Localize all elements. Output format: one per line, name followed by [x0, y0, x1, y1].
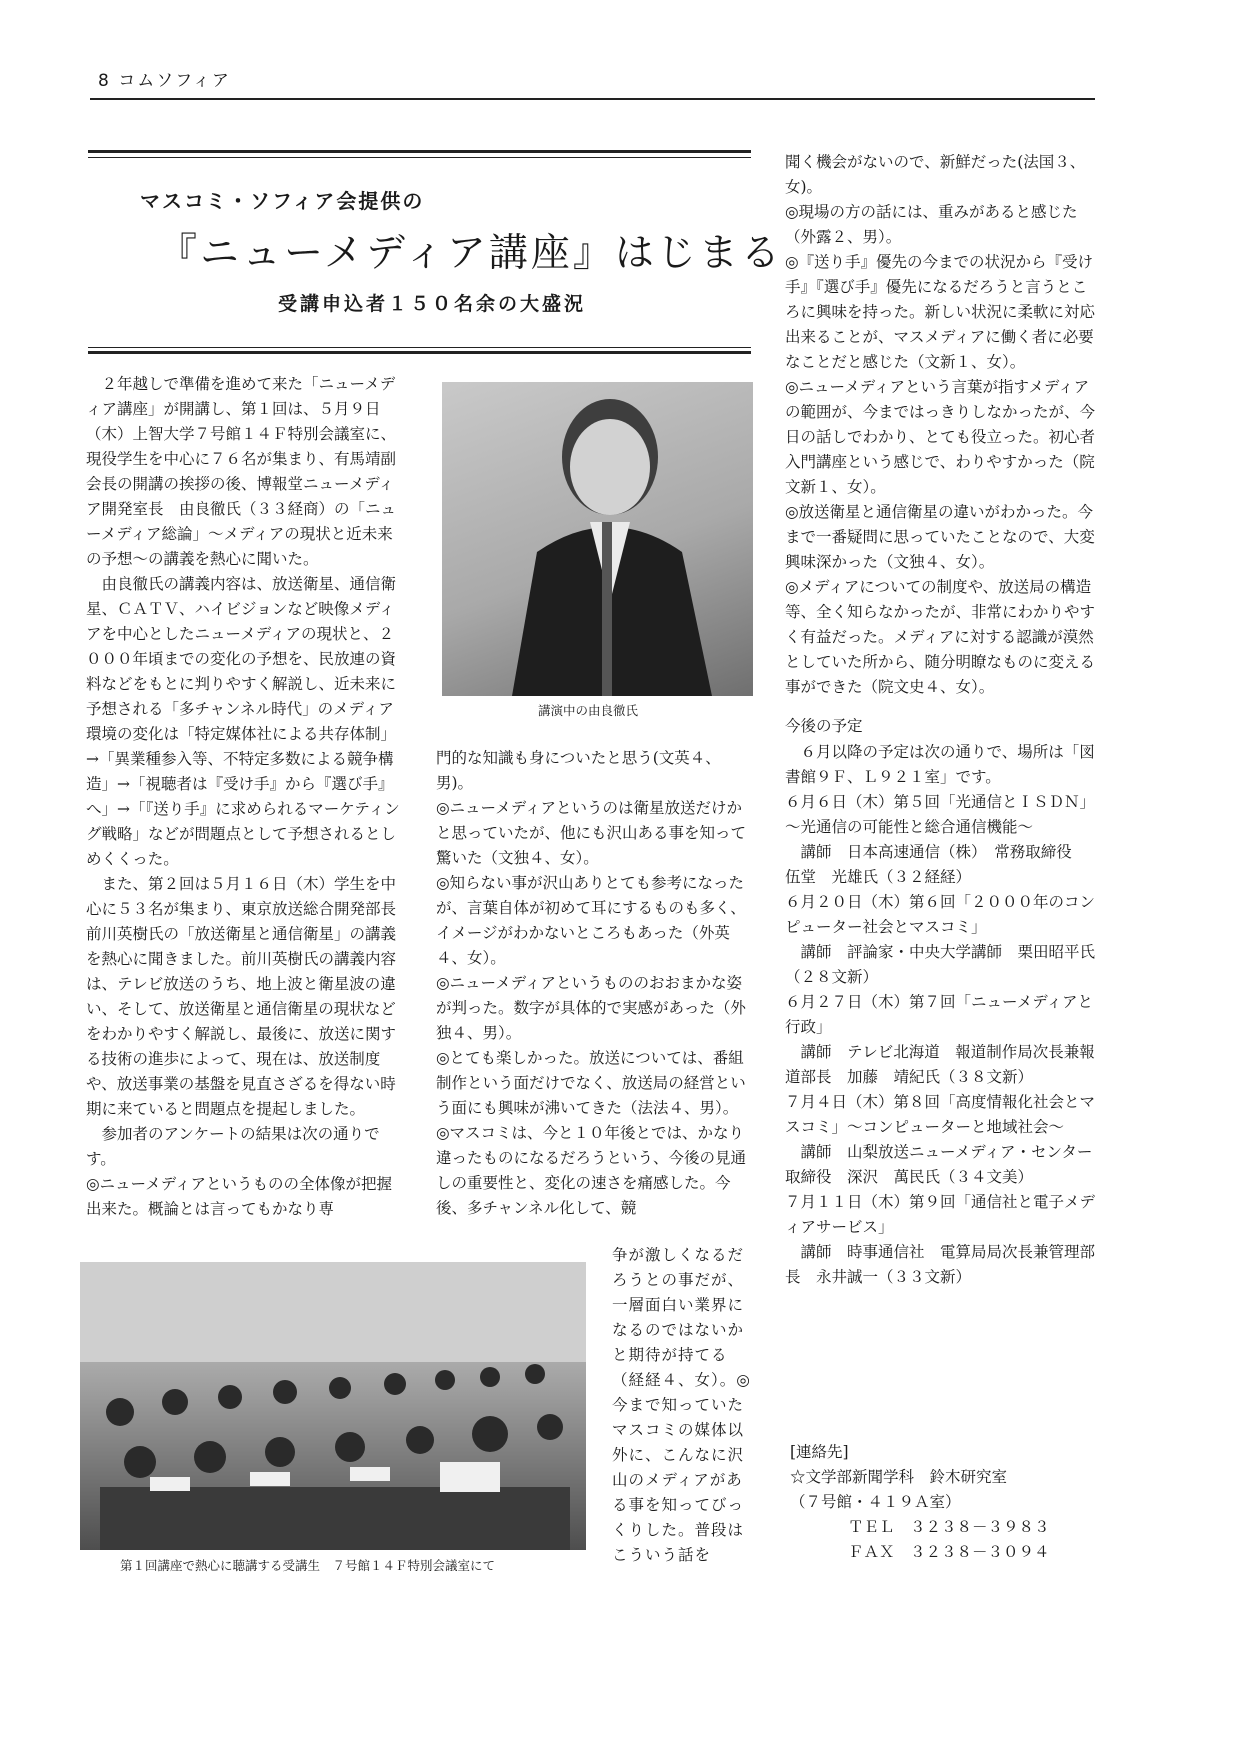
article-column-3: [785, 150, 1101, 1290]
schedule-lecturer: 講師 テレビ北海道 報道制作局次長兼報道部長 加藤 靖紀氏（３８文新）: [785, 1043, 1095, 1086]
title-rule-bottom: [88, 351, 751, 354]
header-rule: [90, 98, 1095, 100]
schedule-lecturer: 講師 山梨放送ニューメディア・センター取締役 深沢 萬民氏（３４文美）: [785, 1143, 1093, 1186]
schedule-intro: ６月以降の予定は次の通りで、場所は「図書館９Ｆ、Ｌ９２１室」です。: [785, 743, 1095, 786]
schedule-item: ７月４日（木）第８回「高度情報化社会とマスコミ」～コンピューターと地域社会～: [785, 1093, 1096, 1136]
survey-item: ◎知らない事が沢山ありとても参考になったが、言葉自体が初めて耳にするものも多く、イメージがわかないところもあった（外英４、女）。: [436, 874, 746, 967]
audience-photo-caption: 第１回講座で熱心に聴講する受講生 ７号館１４Ｆ特別会議室にて: [120, 1558, 496, 1573]
survey-item: ◎ニューメディアという言葉が指すメディアの範囲が、今まではっきりしなかったが、今日の話しでわかり、とても役立った。初心者入門講座という感じで、わりやすかった（院文新１、女）。: [785, 378, 1096, 496]
article-subhead: 受講申込者１５０名余の大盛況: [278, 293, 587, 315]
schedule-item: ６月６日（木）第５回「光通信とＩＳＤＮ」～光通信の可能性と総合通信機能～: [785, 793, 1096, 836]
speaker-photo-caption: 講演中の由良徹氏: [538, 703, 639, 718]
survey-item: ◎とても楽しかった。放送については、番組制作という面だけでなく、放送局の経営という面にも興味が沸いてきた（法法４、男）。: [436, 1049, 746, 1117]
schedule-item: ６月２７日（木）第７回「ニューメディアと行政」: [785, 993, 1093, 1036]
article-headline: 『ニューメディア講座』はじまる: [158, 231, 783, 276]
survey-item: ◎ニューメディアというものの全体像が把握出来た。概論とは言ってもかなり専: [86, 1175, 393, 1218]
schedule-lecturer: 講師 日本高速通信（株） 常務取締役 伍堂 光雄氏（３２経経）: [785, 843, 1088, 886]
article-column-2: [436, 746, 754, 1221]
survey-item: ◎マスコミは、今と１０年後とでは、かなり違ったものになるだろうという、今後の見通しの重要性と、変化の速さを痛感した。今後、多チャンネル化して、競: [436, 1124, 747, 1217]
contact-block: [790, 1440, 1090, 1565]
survey-item: ◎ニューメディアというのは衛星放送だけかと思っていたが、他にも沢山ある事を知って驚いた（文独４、女）。: [436, 799, 747, 867]
contact-room: （７号館・４１９Ａ室）: [790, 1493, 961, 1511]
schedule-lecturer: 講師 評論家・中央大学講師 栗田昭平氏（２８文新）: [785, 943, 1096, 986]
title-rule-top: [88, 150, 751, 153]
contact-office: ☆文学部新聞学科 鈴木研究室: [790, 1468, 1008, 1486]
paragraph: また、第２回は５月１６日（木）学生を中心に５３名が集まり、東京放送総合開発部長 前川英樹氏の「放送衛星と通信衛星」の講義を熱心に聞きました。前川英樹氏の講義内容は、テレビ放送のうち、地上波と衛星波の違い、そして、放送衛星と通信衛星の現状などをわかりやすく解説し、最後に、放送に関する技術の進歩によって、現在は、放送制度や、放送事業の基盤を見直さざるを得ない時期に来ていると問題点を提起しました。: [86, 875, 412, 1118]
contact-title: [連絡先]: [790, 1443, 849, 1461]
title-rule-top-thin: [88, 157, 751, 158]
paragraph: ２年越しで準備を進めて来た「ニューメディア講座」が開講し、第１回は、５月９日（木）上智大学７号館１４Ｆ特別会議室に、現役学生を中心に７６名が集まり、有馬靖副会長の開講の挨拶の後、博報堂ニューメディア開発室長 由良徹氏（３３経商）の「ニューメディア総論」～メディアの現状と近未来の予想～の講義を熱心に聞いた。: [86, 375, 397, 568]
article-column-2-continued: [612, 1243, 756, 1568]
survey-item: ◎現場の方の話には、重みがあると感じた（外露２、男）。: [785, 203, 1078, 246]
survey-item: ◎ニューメディアというもののおおまかな姿が判った。数字が具体的で実感があった（外独４、男）。: [436, 974, 746, 1042]
survey-item: ◎『送り手』優先の今までの状況から『受け手』『選び手』優先になるだろうと言うところに興味を持った。新しい状況に柔軟に対応出来ることが、マスメディアに働く者に必要なことだと感じた（文新１、女）。: [785, 253, 1096, 371]
survey-item: 争が激しくなるだろうとの事だが、一層面白い業界になるのではないかと期待が持てる（経経４、女）。◎今まで知っていたマスコミの媒体以外に、こんなに沢山のメディアがある事を知ってびっくりした。普段はこういう話を: [612, 1246, 751, 1564]
article-column-1: [86, 372, 412, 1222]
schedule-item: ６月２０日（木）第６回「２０００年のコンピューター社会とマスコミ」: [785, 893, 1096, 936]
schedule-item: ７月１１日（木）第９回「通信社と電子メディアサービス」: [785, 1193, 1096, 1236]
contact-fax: ＦＡＸ ３２３８－３０９４: [848, 1543, 1050, 1561]
paragraph: 参加者のアンケートの結果は次の通りです。: [86, 1125, 380, 1168]
article-kicker: マスコミ・ソフィア会提供の: [140, 189, 425, 213]
survey-item: ◎メディアについての制度や、放送局の構造等、全く知らなかったが、非常にわかりやすく有益だった。メディアに対する認識が漠然としていた所から、随分明瞭なものに変える事ができた（院文史４、女）。: [785, 578, 1096, 696]
paragraph: 由良徹氏の講義内容は、放送衛星、通信衛星、ＣＡＴＶ、ハイビジョンなど映像メディアを中心としたニューメディアの現状と、２０００年頃までの変化の予想を、民放連の資料などをもとに判りやすく解説し、近未来に予想される「多チャンネル時代」のメディア環境の変化は「特定媒体社による共存体制」→「異業種参入等、不特定多数による競争構造」→「視聴者は『受け手』から『選び手』へ」→「『送り手』に求められるマーケティング戦略」などが問題点として予想されるとしめくくった。: [86, 575, 400, 868]
survey-item: 聞く機会がないので、新鮮だった(法国３、女)。: [785, 153, 1086, 196]
page-number-header: 8 コムソフィア: [98, 71, 231, 91]
title-rule-bottom-thin: [88, 347, 751, 348]
audience-photo: [80, 1262, 586, 1550]
schedule-lecturer: 講師 時事通信社 電算局局次長兼管理部長 永井誠一（３３文新）: [785, 1243, 1096, 1286]
schedule-title: 今後の予定: [785, 717, 863, 735]
contact-tel: ＴＥＬ ３２３８－３９８３: [848, 1518, 1050, 1536]
speaker-photo: [442, 382, 753, 696]
survey-item: ◎放送衛星と通信衛星の違いがわかった。今まで一番疑問に思っていたことなので、大変興味深かった（文独４、女）。: [785, 503, 1095, 571]
survey-item: 門的な知識も身についたと思う(文英４、男)。: [436, 749, 721, 792]
